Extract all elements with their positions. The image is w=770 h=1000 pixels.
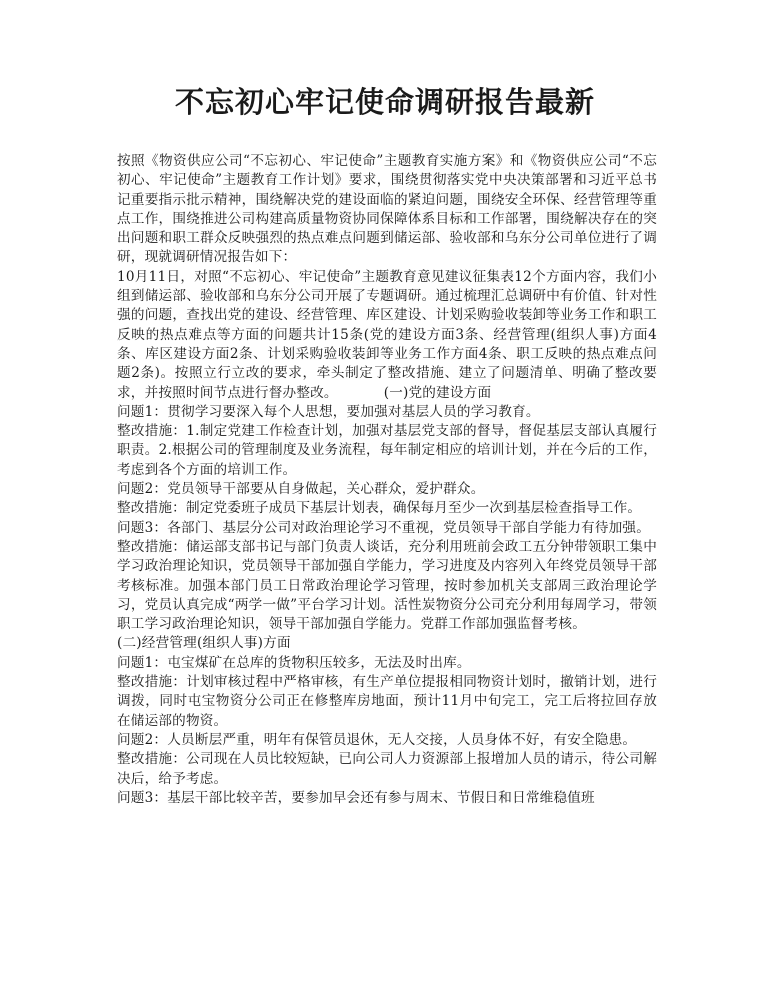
measure-paragraph: 整改措施：1.制定党建工作检查计划，加强对基层党支部的督导，督促基层支部认真履行职责。2.根据公司的管理制度及业务流程，每年制定相应的培训计划，并在今后的工作，考虑到各个方面的培训工作。	[117, 423, 657, 478]
issue-paragraph: 问题1：贯彻学习要深入每个人思想，要加强对基层人员的学习教育。	[117, 403, 540, 420]
measure-paragraph: 整改措施：制定党委班子成员下基层计划表，确保每月至少一次到基层检查指导工作。	[117, 500, 642, 517]
issue-paragraph: 问题3：各部门、基层分公司对政治理论学习不重视，党员领导干部自学能力有待加强。	[117, 519, 651, 536]
section-heading-operations: (二)经营管理(组织人事)方面	[117, 635, 291, 652]
measure-paragraph: 整改措施：公司现在人员比较短缺，已向公司人力资源部上报增加人员的请示，待公司解决后，给予考虑。	[117, 751, 657, 787]
issue-paragraph: 问题3：基层干部比较辛苦，要参加早会还有参与周末、节假日和日常维稳值班	[117, 789, 595, 806]
document-body	[117, 152, 657, 808]
issue-paragraph: 问题2：人员断层严重，明年有保管员退休，无人交接，人员身体不好，有安全隐患。	[117, 731, 637, 748]
survey-paragraph-text: 10月11日，对照“不忘初心、牢记使命”主题教育意见建议征集表12个方面内容，我们小组到储运部、验收部和乌东分公司开展了专题调研。通过梳理汇总调研中有价值、针对性强的问题，查找出党的建设、经营管理、库区建设、计划采购验收装卸等业务工作和职工反映的热点难点等方面的问题共计15条(党的建设方面3条、经营管理(组织人事)方面4条、库区建设方面2条、计划采购验收装卸等业务工作方面4条、职工反映的热点难点问题2条)。按照立行立改的要求，牵头制定了整改措施、建立了问题清单、明确了整改要求，并按照时间节点进行督办整改。	[117, 268, 657, 401]
measure-paragraph: 整改措施：储运部支部书记与部门负责人谈话，充分利用班前会政工五分钟带领职工集中学习政治理论知识，党员领导干部加强自学能力，学习进度及内容列入年终党员领导干部考核标准。加强本部门员工日常政治理论学习管理，按时参加机关支部周三政治理论学习，党员认真完成“两学一做”平台学习计划。活性炭物资分公司充分利用每周学习，带领职工学习政治理论知识，领导干部加强自学能力。党群工作部加强监督考核。	[117, 538, 657, 633]
section-heading-party-building: (一)党的建设方面	[383, 384, 492, 401]
issue-paragraph: 问题2：党员领导干部要从自身做起，关心群众，爱护群众。	[117, 481, 485, 498]
intro-paragraph: 按照《物资供应公司“不忘初心、牢记使命”主题教育实施方案》和《物资供应公司“不忘初心、牢记使命”主题教育工作计划》要求，围绕贯彻落实党中央决策部署和习近平总书记重要指示批示精神，围绕解决党的建设面临的紧迫问题，围绕安全环保、经营管理等重点工作，围绕推进公司构建高质量物资协同保障体系目标和工作部署，围绕解决存在的突出问题和职工群众反映强烈的热点难点问题到储运部、验收部和乌东分公司单位进行了调研，现就调研情况报告如下：	[117, 153, 657, 266]
issue-paragraph: 问题1：屯宝煤矿在总库的货物积压较多，无法及时出库。	[117, 654, 471, 671]
document-title: 不忘初心牢记使命调研报告最新	[174, 85, 595, 119]
measure-paragraph: 整改措施：计划审核过程中严格审核，有生产单位提报相同物资计划时，撤销计划，进行调拨，同时屯宝物资分公司正在修整库房地面，预计11月中旬完工，完工后将拉回存放在储运部的物资。	[117, 674, 657, 729]
survey-paragraph	[117, 268, 657, 403]
